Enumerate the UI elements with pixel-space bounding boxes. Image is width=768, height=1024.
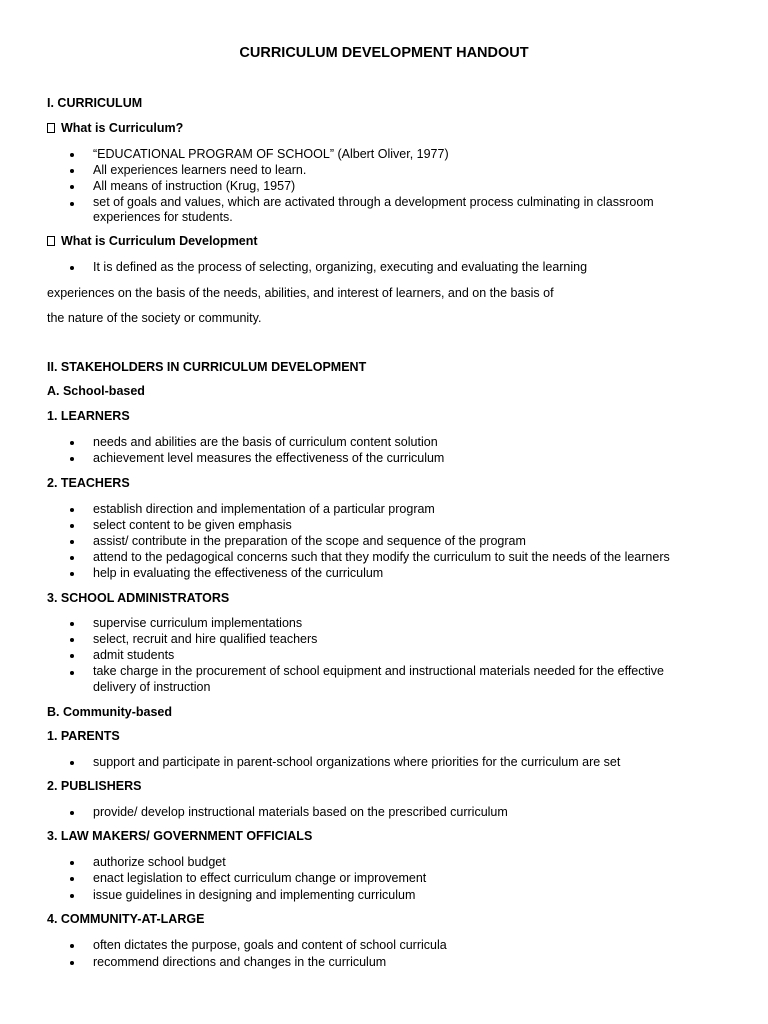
bullet-icon bbox=[70, 961, 74, 965]
list-item: It is defined as the process of selecting, organizing, executing and evaluating the learning bbox=[93, 260, 588, 274]
question-what-is-curriculum bbox=[47, 120, 183, 136]
bullet-icon bbox=[70, 761, 74, 765]
list-item-continuation: delivery of instruction bbox=[93, 680, 211, 694]
document-title: CURRICULUM DEVELOPMENT HANDOUT bbox=[239, 45, 529, 61]
paragraph-line: experiences on the basis of the needs, abilities, and interest of learners, and on the basis of bbox=[47, 286, 554, 300]
list-item: achievement level measures the effectiveness of the curriculum bbox=[93, 451, 445, 465]
list-item: establish direction and implementation of a particular program bbox=[93, 502, 435, 516]
section-heading-stakeholders: II. STAKEHOLDERS IN CURRICULUM DEVELOPMENT bbox=[47, 360, 367, 374]
heading-publishers: 2. PUBLISHERS bbox=[47, 779, 142, 793]
heading-law-makers: 3. LAW MAKERS/ GOVERNMENT OFFICIALS bbox=[47, 829, 313, 843]
list-item: help in evaluating the effectiveness of the curriculum bbox=[93, 566, 384, 580]
bullet-icon bbox=[70, 572, 74, 576]
bullet-icon bbox=[70, 944, 74, 948]
bullet-icon bbox=[70, 457, 74, 461]
bullet-icon bbox=[70, 811, 74, 815]
heading-community-at-large: 4. COMMUNITY-AT-LARGE bbox=[47, 912, 205, 926]
heading-school-administrators: 3. SCHOOL ADMINISTRATORS bbox=[47, 591, 230, 605]
section-heading-curriculum: I. CURRICULUM bbox=[47, 96, 143, 110]
bullet-icon bbox=[70, 185, 74, 189]
heading-parents: 1. PARENTS bbox=[47, 729, 120, 743]
checkbox-icon bbox=[47, 123, 55, 133]
list-item: provide/ develop instructional materials based on the prescribed curriculum bbox=[93, 805, 508, 819]
list-item: “EDUCATIONAL PROGRAM OF SCHOOL” (Albert Oliver, 1977) bbox=[93, 147, 449, 161]
list-item: recommend directions and changes in the curriculum bbox=[93, 955, 387, 969]
list-item: often dictates the purpose, goals and content of school curricula bbox=[93, 938, 447, 952]
bullet-icon bbox=[70, 508, 74, 512]
list-item-continuation: experiences for students. bbox=[93, 210, 233, 224]
paragraph-line: the nature of the society or community. bbox=[47, 311, 262, 325]
list-item: enact legislation to effect curriculum change or improvement bbox=[93, 871, 427, 885]
list-item: select content to be given emphasis bbox=[93, 518, 292, 532]
question-what-is-curriculum-development bbox=[47, 233, 258, 249]
bullet-icon bbox=[70, 638, 74, 642]
list-item: All experiences learners need to learn. bbox=[93, 163, 307, 177]
bullet-icon bbox=[70, 441, 74, 445]
list-item: admit students bbox=[93, 648, 175, 662]
bullet-icon bbox=[70, 153, 74, 157]
bullet-icon bbox=[70, 524, 74, 528]
bullet-icon bbox=[70, 622, 74, 626]
subsection-school-based: A. School-based bbox=[47, 384, 145, 398]
list-item: take charge in the procurement of school equipment and instructional materials needed for the effective bbox=[93, 664, 664, 678]
list-item: authorize school budget bbox=[93, 855, 226, 869]
bullet-icon bbox=[70, 877, 74, 881]
bullet-icon bbox=[70, 266, 74, 270]
checkbox-icon bbox=[47, 236, 55, 246]
question-label: What is Curriculum Development bbox=[61, 234, 258, 248]
bullet-icon bbox=[70, 654, 74, 658]
list-item: needs and abilities are the basis of curriculum content solution bbox=[93, 435, 438, 449]
bullet-icon bbox=[70, 861, 74, 865]
question-label: What is Curriculum? bbox=[61, 121, 184, 135]
heading-teachers: 2. TEACHERS bbox=[47, 476, 130, 490]
list-item: select, recruit and hire qualified teachers bbox=[93, 632, 318, 646]
bullet-icon bbox=[70, 169, 74, 173]
bullet-icon bbox=[70, 894, 74, 898]
list-item: supervise curriculum implementations bbox=[93, 616, 303, 630]
list-item: assist/ contribute in the preparation of the scope and sequence of the program bbox=[93, 534, 526, 548]
bullet-icon bbox=[70, 671, 74, 675]
subsection-community-based: B. Community-based bbox=[47, 705, 173, 719]
list-item: attend to the pedagogical concerns such that they modify the curriculum to suit the needs of the learners bbox=[93, 550, 670, 564]
list-item: All means of instruction (Krug, 1957) bbox=[93, 179, 296, 193]
bullet-icon bbox=[70, 540, 74, 544]
list-item: issue guidelines in designing and implementing curriculum bbox=[93, 888, 416, 902]
list-item: support and participate in parent-school organizations where priorities for the curriculum are set bbox=[93, 755, 621, 769]
bullet-icon bbox=[70, 202, 74, 206]
list-item: set of goals and values, which are activated through a development process culminating in classroom bbox=[93, 195, 654, 209]
bullet-icon bbox=[70, 556, 74, 560]
heading-learners: 1. LEARNERS bbox=[47, 409, 130, 423]
